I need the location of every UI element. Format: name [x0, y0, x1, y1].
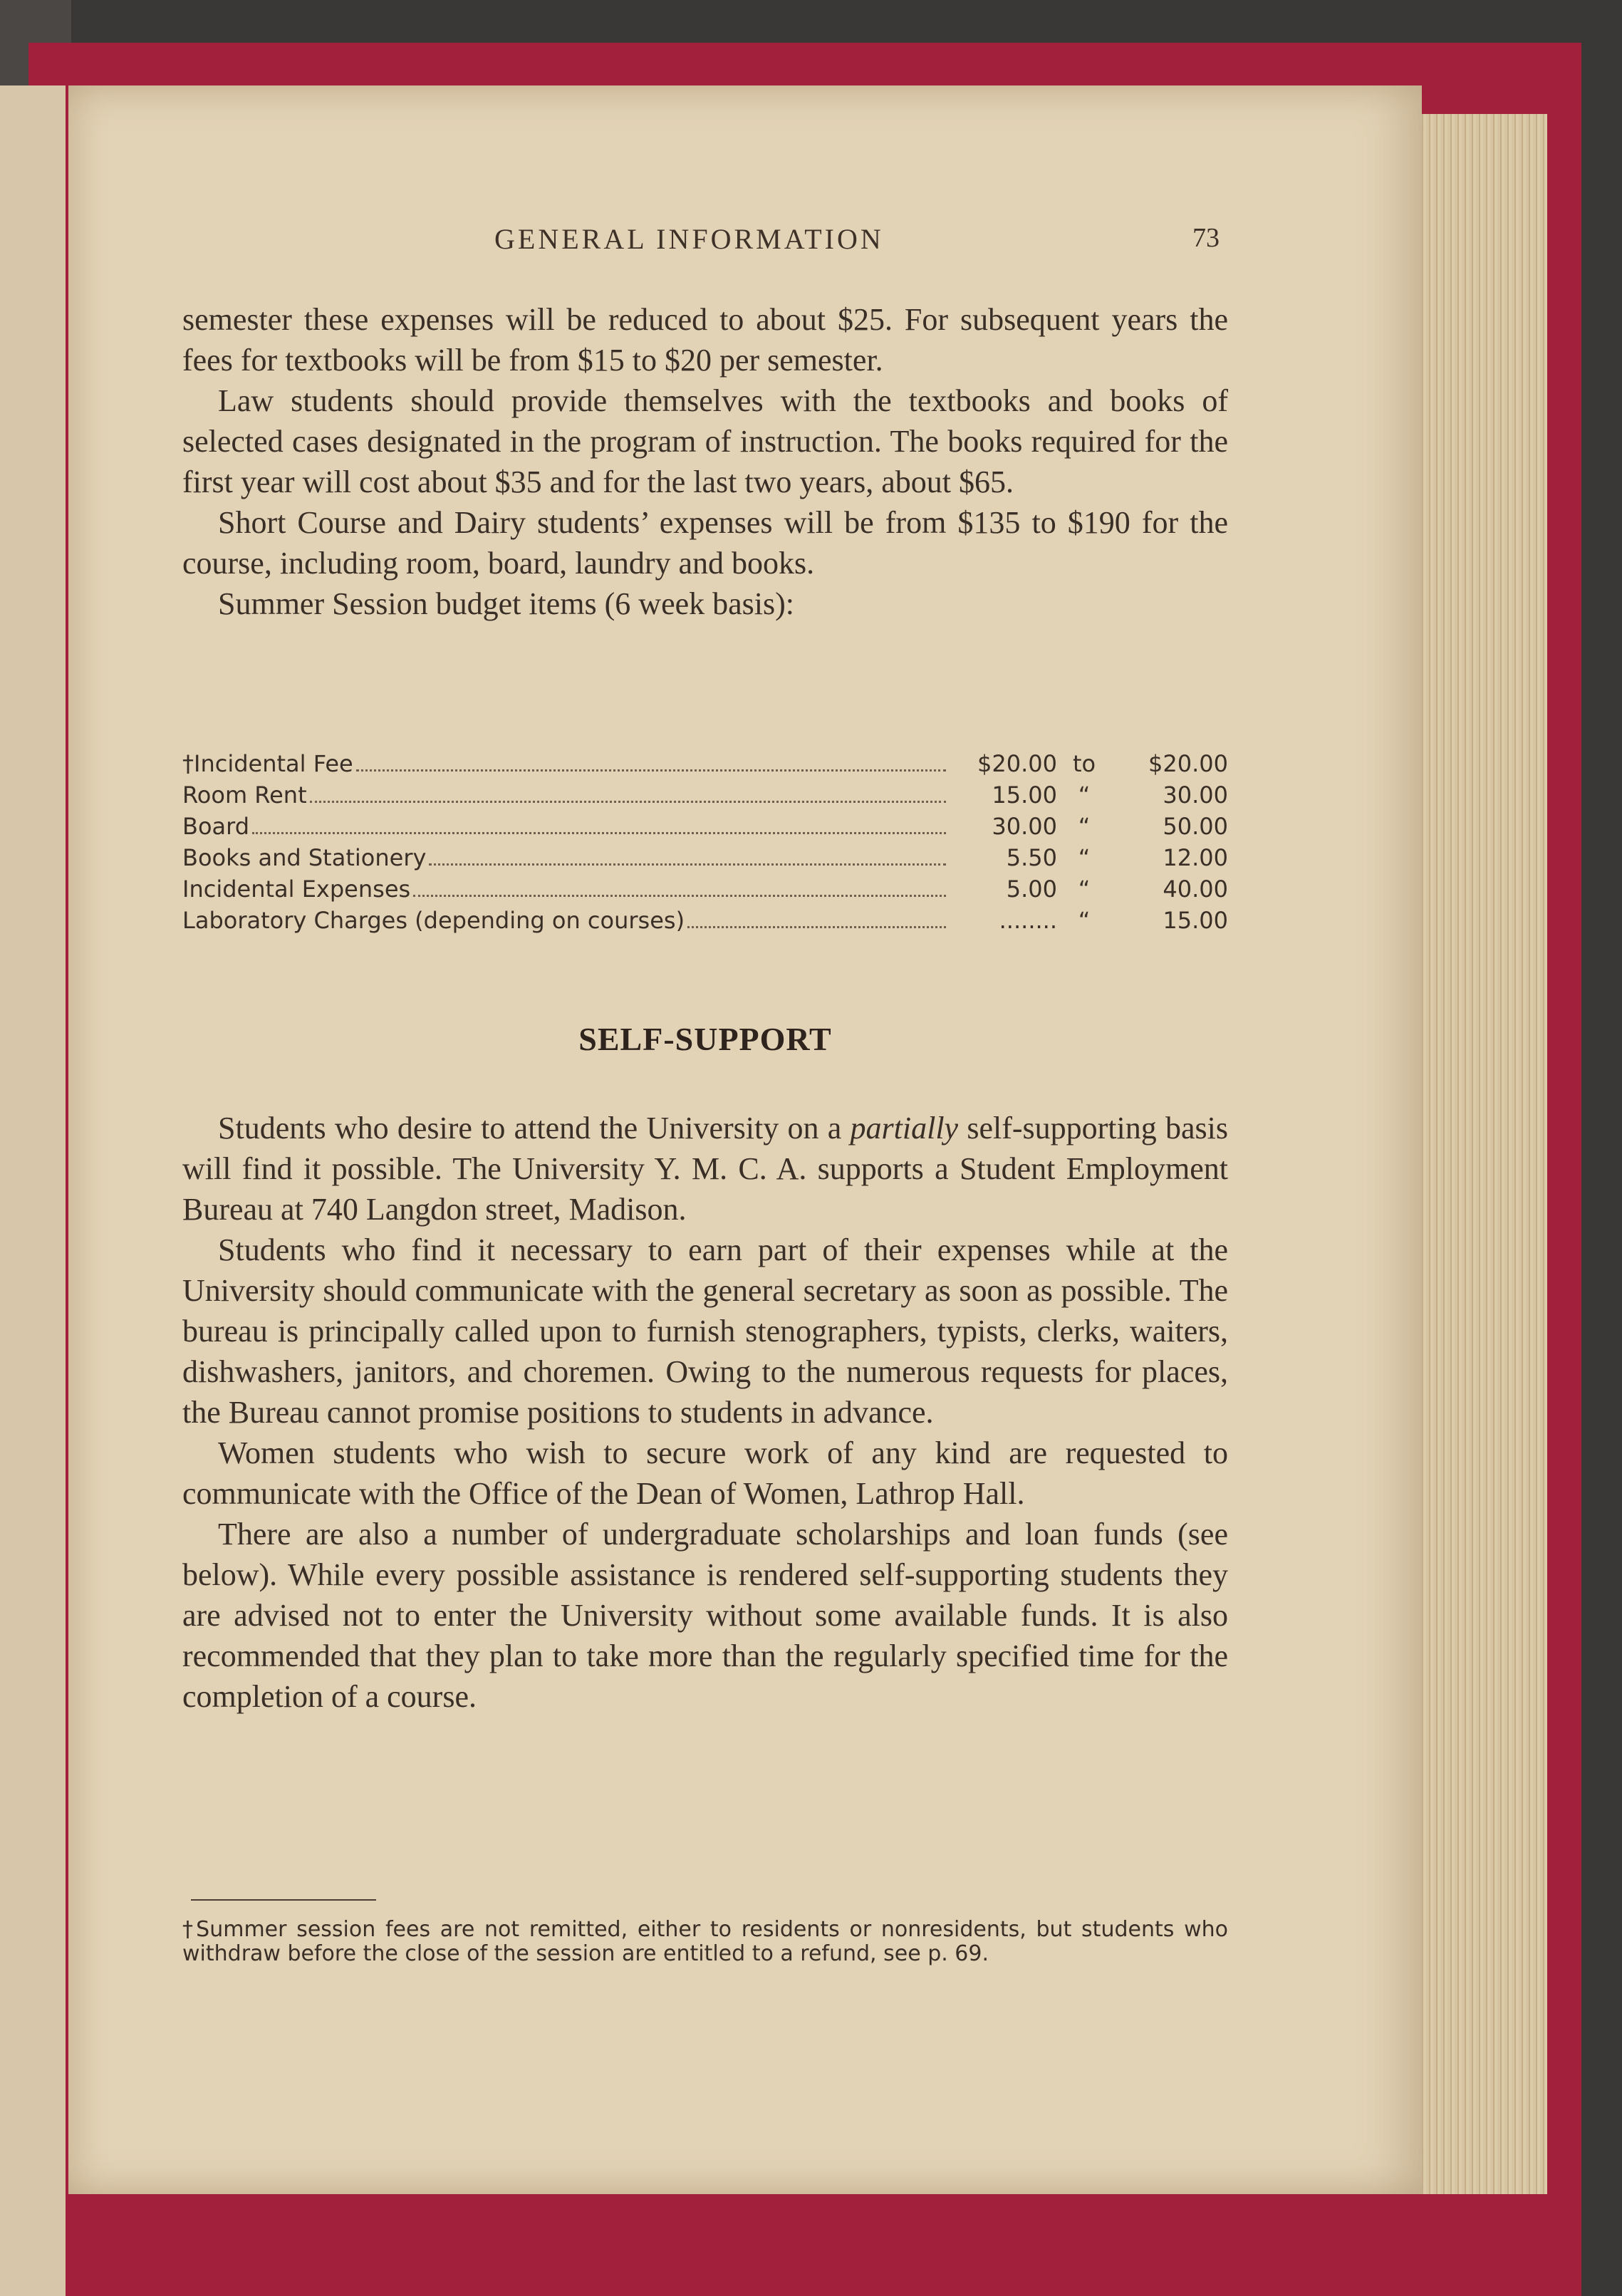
- paragraph: [182, 1108, 1228, 1230]
- self-support-section: [182, 1108, 1228, 1717]
- left-page-edge: [0, 85, 66, 2296]
- fee-low: 5.50: [1006, 844, 1057, 871]
- text-run: Students who desire to attend the University on a: [218, 1111, 851, 1146]
- fee-low: 15.00: [992, 781, 1057, 809]
- leader-dots: [356, 769, 946, 772]
- fee-row: [182, 748, 1228, 779]
- footnote-rule: [191, 1899, 376, 1901]
- fee-separator: “: [1078, 876, 1091, 903]
- fee-high: 15.00: [1163, 907, 1228, 934]
- fee-separator: “: [1078, 781, 1091, 809]
- fee-separator: “: [1078, 813, 1091, 840]
- fee-high: 12.00: [1163, 844, 1228, 871]
- paragraph: semester these expenses will be reduced to about $25. For subsequent years the fees for textbooks will be from $15 to $20 per semester.: [182, 302, 1228, 378]
- fee-low: 30.00: [992, 813, 1057, 840]
- section-heading: SELF-SUPPORT: [578, 1021, 832, 1057]
- page-number: 73: [1192, 223, 1220, 253]
- paragraph: Law students should provide themselves with the textbooks and books of selected cases designated in the program of instruction. The books required for the first year will cost about $35 and for the last two years, about $65.: [182, 383, 1228, 499]
- fee-high: 40.00: [1163, 876, 1228, 903]
- emphasis: partially: [850, 1111, 959, 1146]
- fee-separator: “: [1078, 844, 1091, 871]
- fee-row: [182, 779, 1228, 811]
- expenses-section: [182, 299, 1228, 624]
- fee-high: 30.00: [1163, 781, 1228, 809]
- fee-low: $20.00: [977, 750, 1057, 777]
- paragraph: There are also a number of undergraduate scholarships and loan funds (see below). While every possible assistance is rendered self-supporting students they are advised not to enter the University without some available funds. It is also recommended that they plan to take more than the regularly specified time for the completion of a course.: [182, 1517, 1228, 1714]
- fee-label: Incidental Expenses: [182, 876, 411, 903]
- leader-dots: [687, 926, 946, 928]
- fee-table: [182, 748, 1228, 936]
- paragraph: Short Course and Dairy students’ expenses will be from $135 to $190 for the course, including room, board, laundry and books.: [182, 505, 1228, 581]
- fee-label: Room Rent: [182, 781, 307, 809]
- fee-high: $20.00: [1148, 750, 1228, 777]
- leader-dots: [429, 863, 946, 866]
- running-head: GENERAL INFORMATION: [494, 223, 884, 255]
- fee-low: 5.00: [1006, 876, 1057, 903]
- fee-separator: “: [1078, 907, 1091, 934]
- paragraph: Women students who wish to secure work of any kind are requested to communicate with the Office of the Dean of Women, Lathrop Hall.: [182, 1435, 1228, 1511]
- text-run: self-supporting basis will find it possible. The University Y. M. C. A. supports a Student Employment Bureau at 740 Langdon street, Madison.: [182, 1111, 1229, 1227]
- page-edges: [1410, 114, 1547, 2194]
- leader-dots: [310, 801, 946, 803]
- fee-label: †Incidental Fee: [182, 750, 353, 777]
- paragraph: Summer Session budget items (6 week basis):: [218, 586, 795, 621]
- fee-row: [182, 811, 1228, 842]
- fee-separator: to: [1072, 750, 1096, 777]
- fee-row: [182, 842, 1228, 873]
- fee-high: 50.00: [1163, 813, 1228, 840]
- paragraph: Students who find it necessary to earn part of their expenses while at the University should communicate with the general secretary as soon as possible. The bureau is principally called upon to furnish stenographers, typists, clerks, waiters, dishwashers, janitors, and choremen. Owing to the numerous requests for places, the Bureau cannot promise positions to students in advance.: [182, 1232, 1228, 1430]
- footnote: †Summer session fees are not remitted, either to residents or nonresidents, but students who withdraw before the close of the session are entitled to a refund, see p. 69.: [182, 1917, 1228, 1966]
- fee-row: [182, 873, 1228, 905]
- fee-label: Laboratory Charges (depending on courses): [182, 907, 685, 934]
- fee-row: [182, 905, 1228, 936]
- leader-dots: [413, 895, 946, 897]
- fee-label: Books and Stationery: [182, 844, 427, 871]
- leader-dots: [252, 832, 946, 834]
- fee-label: Board: [182, 813, 250, 840]
- fee-low: ........: [999, 907, 1057, 934]
